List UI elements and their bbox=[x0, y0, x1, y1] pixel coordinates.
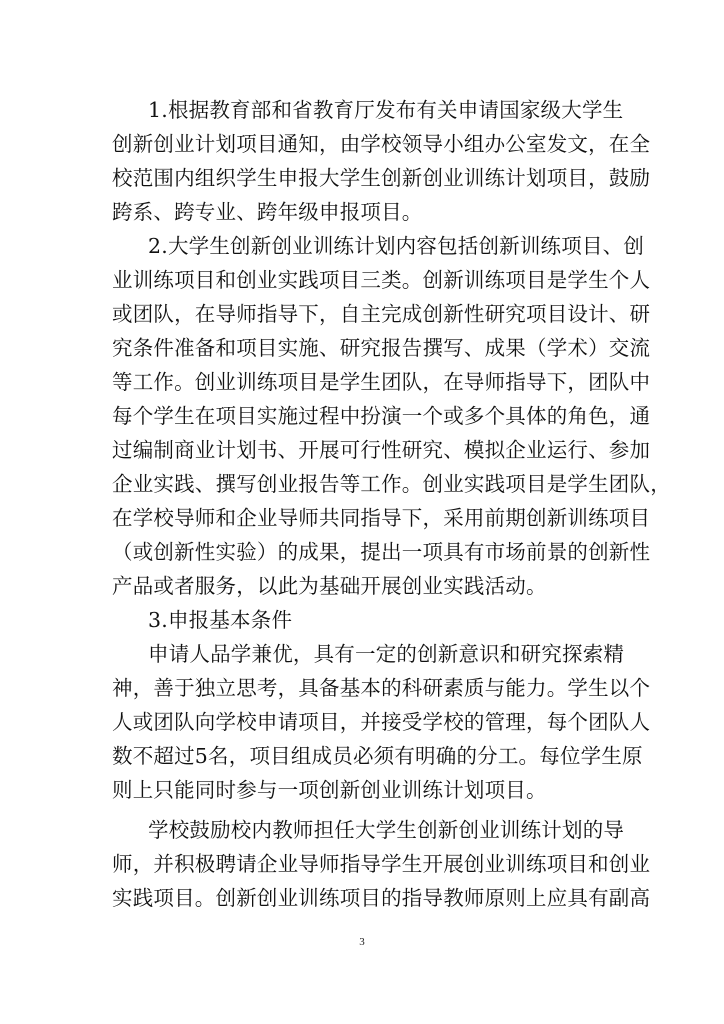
paragraph-1-line-4: 跨系、跨专业、跨年级申报项目。 bbox=[112, 200, 423, 224]
paragraph-2-line-10: （或创新性实验）的成果，提出一项具有市场前景的创新性 bbox=[112, 540, 651, 564]
paragraph-4-line-2: 师，并积极聘请企业导师指导学生开展创业训练项目和创业 bbox=[112, 852, 651, 876]
paragraph-2-line-7: 过编制商业计划书、开展可行性研究、模拟企业运行、参加 bbox=[112, 438, 651, 462]
section-heading: 3.申报基本条件 bbox=[148, 608, 293, 632]
paragraph-2-line-4: 究条件准备和项目实施、研究报告撰写、成果（学术）交流 bbox=[112, 336, 651, 360]
paragraph-1-line-2: 创新创业计划项目通知，由学校领导小组办公室发文，在全 bbox=[112, 132, 651, 156]
paragraph-3-line-4: 数不超过5名，项目组成员必须有明确的分工。每位学生原 bbox=[112, 744, 643, 768]
paragraph-2-line-2: 业训练项目和创业实践项目三类。创新训练项目是学生个人 bbox=[112, 268, 651, 292]
paragraph-2-line-8: 企业实践、撰写创业报告等工作。创业实践项目是学生团队， bbox=[112, 472, 671, 496]
paragraph-4-line-1: 学校鼓励校内教师担任大学生创新创业训练计划的导 bbox=[148, 818, 625, 842]
paragraph-3-line-1: 申请人品学兼优，具有一定的创新意识和研究探索精 bbox=[148, 642, 625, 666]
paragraph-4-line-3: 实践项目。创新创业训练项目的指导教师原则上应具有副高 bbox=[112, 886, 651, 910]
paragraph-2-line-6: 每个学生在项目实施过程中扮演一个或多个具体的角色，通 bbox=[112, 404, 651, 428]
paragraph-3-line-2: 神，善于独立思考，具备基本的科研素质与能力。学生以个 bbox=[112, 676, 651, 700]
paragraph-3-line-5: 则上只能同时参与一项创新创业训练计划项目。 bbox=[112, 778, 547, 802]
page-number: 3 bbox=[359, 936, 365, 948]
paragraph-2-line-11: 产品或者服务，以此为基础开展创业实践活动。 bbox=[112, 574, 547, 598]
paragraph-1-line-1: 1.根据教育部和省教育厅发布有关申请国家级大学生 bbox=[148, 98, 624, 122]
paragraph-2-line-9: 在学校导师和企业导师共同指导下，采用前期创新训练项目 bbox=[112, 506, 651, 530]
paragraph-1-line-3: 校范围内组织学生申报大学生创新创业训练计划项目，鼓励 bbox=[112, 166, 651, 190]
paragraph-3-line-3: 人或团队向学校申请项目，并接受学校的管理，每个团队人 bbox=[112, 710, 651, 734]
paragraph-2-line-3: 或团队，在导师指导下，自主完成创新性研究项目设计、研 bbox=[112, 302, 651, 326]
paragraph-2-line-1: 2.大学生创新创业训练计划内容包括创新训练项目、创 bbox=[148, 234, 645, 258]
paragraph-2-line-5: 等工作。创业训练项目是学生团队，在导师指导下，团队中 bbox=[112, 370, 651, 394]
